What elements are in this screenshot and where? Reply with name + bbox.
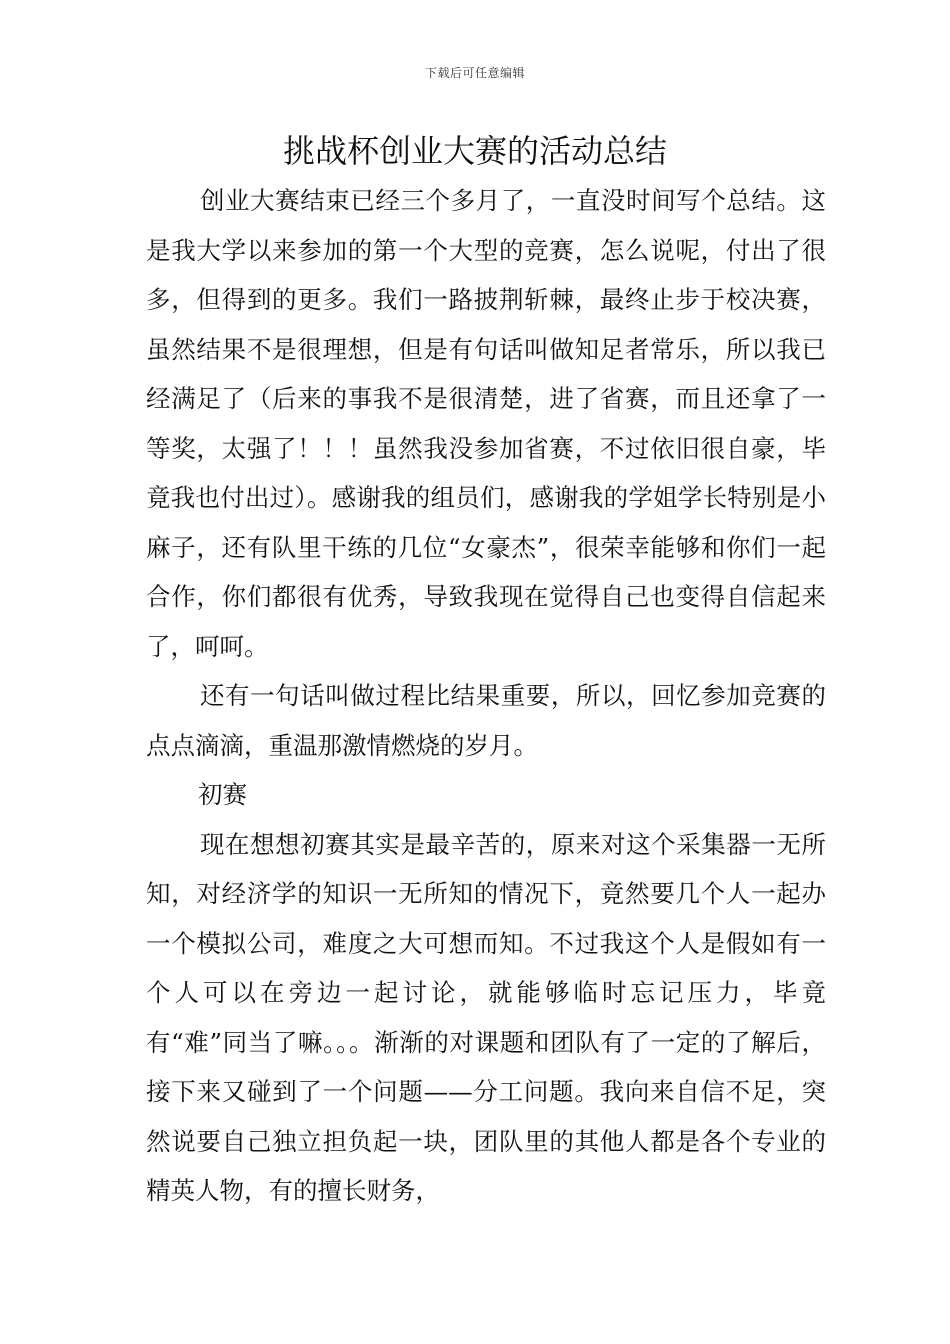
paragraph-process: 还有一句话叫做过程比结果重要，所以，回忆参加竞赛的点点滴滴，重温那激情燃烧的岁月。 xyxy=(146,681,826,760)
paragraph-intro: 创业大赛结束已经三个多月了，一直没时间写个总结。这是我大学以来参加的第一个大型的竞赛，怎么说呢，付出了很多，但得到的更多。我们一路披荆斩棘，最终止步于校决赛，虽然结果不是很理想，但是有句话叫做知足者常乐，所以我已经满足了（后来的事我不是很清楚，进了省赛，而且还拿了一等奖，太强了！！！虽然我没参加省赛，不过依旧很自豪，毕竟我也付出过）。感谢我的组员们，感谢我的学姐学长特别是小麻子，还有队里干练的几位“女豪杰”，很荣幸能够和你们一起合作，你们都很有优秀，导致我现在觉得自己也变得自信起来了，呵呵。 xyxy=(146,186,826,661)
paragraph-preliminary: 现在想想初赛其实是最辛苦的，原来对这个采集器一无所知，对经济学的知识一无所知的情况下，竟然要几个人一起办一个模拟公司，难度之大可想而知。不过我这个人是假如有一个人可以在旁边一起讨论，就能够临时忘记压力，毕竟有“难”同当了嘛。。。渐渐的对课题和团队有了一定的了解后，接下来又碰到了一个问题——分工问题。我向来自信不足，突然说要自己独立担负起一块，团队里的其他人都是各个专业的精英人物，有的擅长财务， xyxy=(146,829,826,1205)
document-body xyxy=(146,176,826,1216)
section-heading-preliminary: 初赛 xyxy=(198,780,247,809)
header-note: 下载后可任意编辑 xyxy=(424,66,525,80)
document-title: 挑战杯创业大赛的活动总结 xyxy=(282,132,667,170)
